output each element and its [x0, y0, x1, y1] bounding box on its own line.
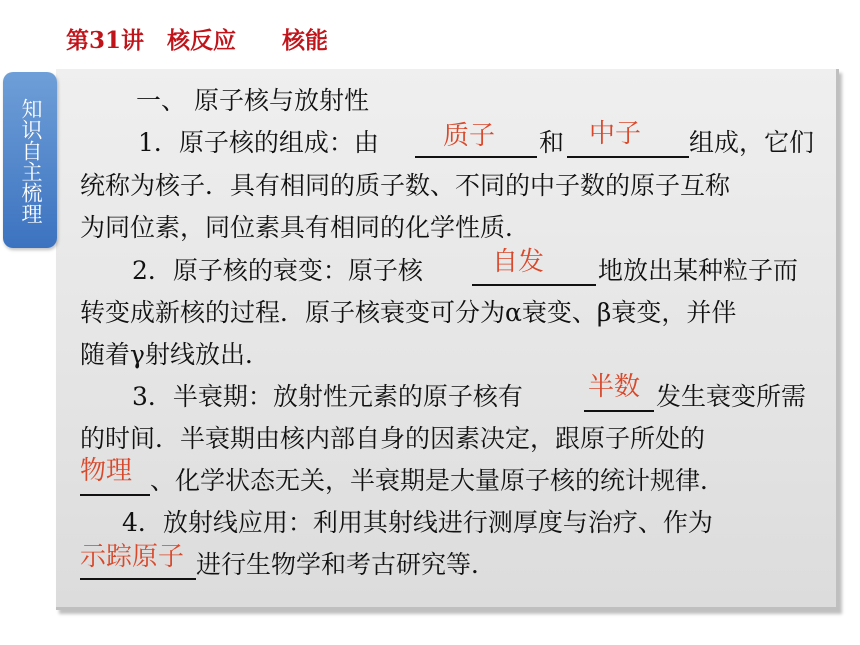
side-tab[interactable] [3, 72, 57, 248]
p1-answer-1: 质子 [443, 121, 496, 151]
p3-answer-2: 物理 [80, 456, 133, 486]
p1-line2: 统称为核子．具有相同的质子数、不同的中子数的原子互称 [80, 171, 731, 200]
p1-line1-b: 和 [539, 128, 565, 157]
p4-line2: 进行生物学和考古研究等． [196, 550, 497, 579]
p3-blank-1 [584, 410, 654, 412]
p4-line1: 4．放射线应用：利用其射线进行测厚度与治疗、作为 [122, 508, 713, 537]
p3-blank-2 [80, 494, 150, 496]
p2-line1-b: 地放出某种粒子而 [598, 256, 799, 285]
slide-title: 第31讲 核反应 核能 [66, 27, 329, 54]
p2-line2: 转变成新核的过程．原子核衰变可分为α衰变、β衰变，并伴 [80, 298, 737, 327]
p1-answer-2: 中子 [589, 119, 642, 149]
p4-answer-1: 示踪原子 [80, 542, 185, 572]
p4-blank-1 [80, 578, 196, 580]
p3-line1-b: 发生衰变所需 [656, 382, 807, 411]
p3-line3: 、化学状态无关，半衰期是大量原子核的统计规律． [150, 466, 726, 495]
p2-answer-1: 自发 [492, 247, 545, 277]
p2-blank-1 [472, 284, 596, 286]
p1-blank-2 [567, 156, 689, 158]
p2-line3: 随着γ射线放出． [80, 340, 270, 369]
p1-line1-c: 组成，它们 [689, 128, 815, 157]
p3-line2: 的时间．半衰期由核内部自身的因素决定，跟原子所处的 [80, 424, 706, 453]
p2-line1-a: 2．原子核的衰变：原子核 [132, 256, 423, 285]
p1-line3: 为同位素，同位素具有相同的化学性质． [80, 213, 531, 242]
side-tab-label: 知识自主梳理 [19, 98, 43, 224]
p3-line1-a: 3．半衰期：放射性元素的原子核有 [132, 382, 523, 411]
section-heading: 一、 原子核与放射性 [136, 86, 369, 115]
p1-line1-a: 1．原子核的组成：由 [138, 128, 379, 157]
p3-answer-1: 半数 [588, 372, 641, 402]
p1-blank-1 [415, 156, 537, 158]
